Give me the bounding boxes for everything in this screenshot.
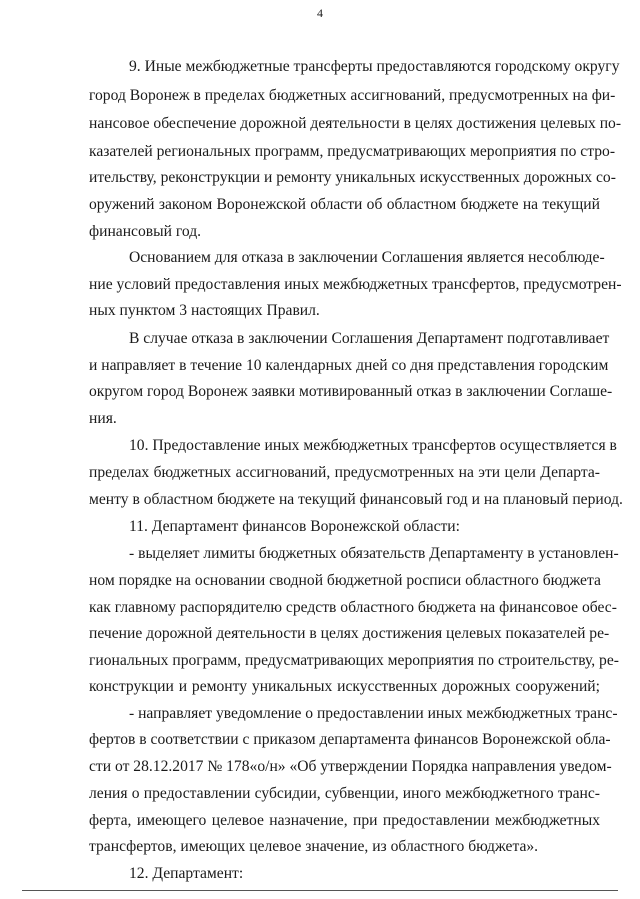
text-line: 12. Департамент: [129,865,244,882]
text-line: ления о предоставлении субсидии, субвенции, иного межбюджетного транс- [89,785,600,802]
text-line: округом город Воронеж заявки мотивированный отказ в заключении Соглаше- [89,383,613,400]
text-line: сти от 28.12.2017 № 178«о/н» «Об утверждении Порядка направления уведом- [89,758,612,775]
text-line: как главному распорядителю средств областного бюджета на финансовое обес- [89,599,617,616]
text-line: В случае отказа в заключении Соглашения Департамент подготавливает [129,330,610,347]
text-line: финансовый год. [89,223,202,240]
text-line: 10. Предоставление иных межбюджетных трансфертов осуществляется в [129,437,617,454]
text-line: ительству, реконструкции и ремонту уникальных искусственных дорожных со- [89,169,616,186]
text-line: оружений законом Воронежской области об областном бюджете на текущий [89,196,600,213]
text-line: ферта, имеющего целевое назначение, при предоставлении межбюджетных [89,812,600,829]
text-line: 11. Департамент финансов Воронежской области: [129,518,460,535]
text-line: ном порядке на основании сводной бюджетной росписи областного бюджета [89,572,601,589]
text-line: гиональных программ, предусматривающих мероприятия по строительству, ре- [89,652,619,669]
text-line: и направляет в течение 10 календарных дней со дня представления городским [89,357,609,374]
text-line: печение дорожной деятельности в целях достижения целевых показателей ре- [89,625,610,642]
text-line: город Воронеж в пределах бюджетных ассигнований, предусмотренных на фи- [89,87,616,104]
text-line: менту в областном бюджете на текущий финансовый год и на плановый период. [89,491,623,508]
text-line: ние условий предоставления иных межбюджетных трансфертов, предусмотрен- [89,276,622,293]
text-line: ния. [89,410,117,427]
text-line: конструкции и ремонту уникальных искусственных дорожных сооружений; [89,678,600,695]
text-line: ных пунктом 3 настоящих Правил. [89,302,320,319]
text-line: нансовое обеспечение дорожной деятельности в целях достижения целевых по- [89,115,622,132]
text-line: Основанием для отказа в заключении Соглашения является несоблюде- [129,249,605,266]
text-line: 9. Иные межбюджетные трансферты предоставляются городскому округу [129,58,620,75]
bottom-rule [22,890,618,891]
text-line: - выделяет лимиты бюджетных обязательств Департаменту в установлен- [129,545,619,562]
text-line: фертов в соответствии с приказом департамента финансов Воронежской обла- [89,731,611,748]
text-line: казателей региональных программ, предусматривающих мероприятия по стро- [89,143,616,160]
text-line: - направляет уведомление о предоставлении иных межбюджетных транс- [129,705,618,722]
page-number: 4 [317,6,323,20]
text-line: трансфертов, имеющих целевое значение, из областного бюджета». [89,838,539,855]
text-line: пределах бюджетных ассигнований, предусмотренных на эти цели Департа- [89,464,600,481]
